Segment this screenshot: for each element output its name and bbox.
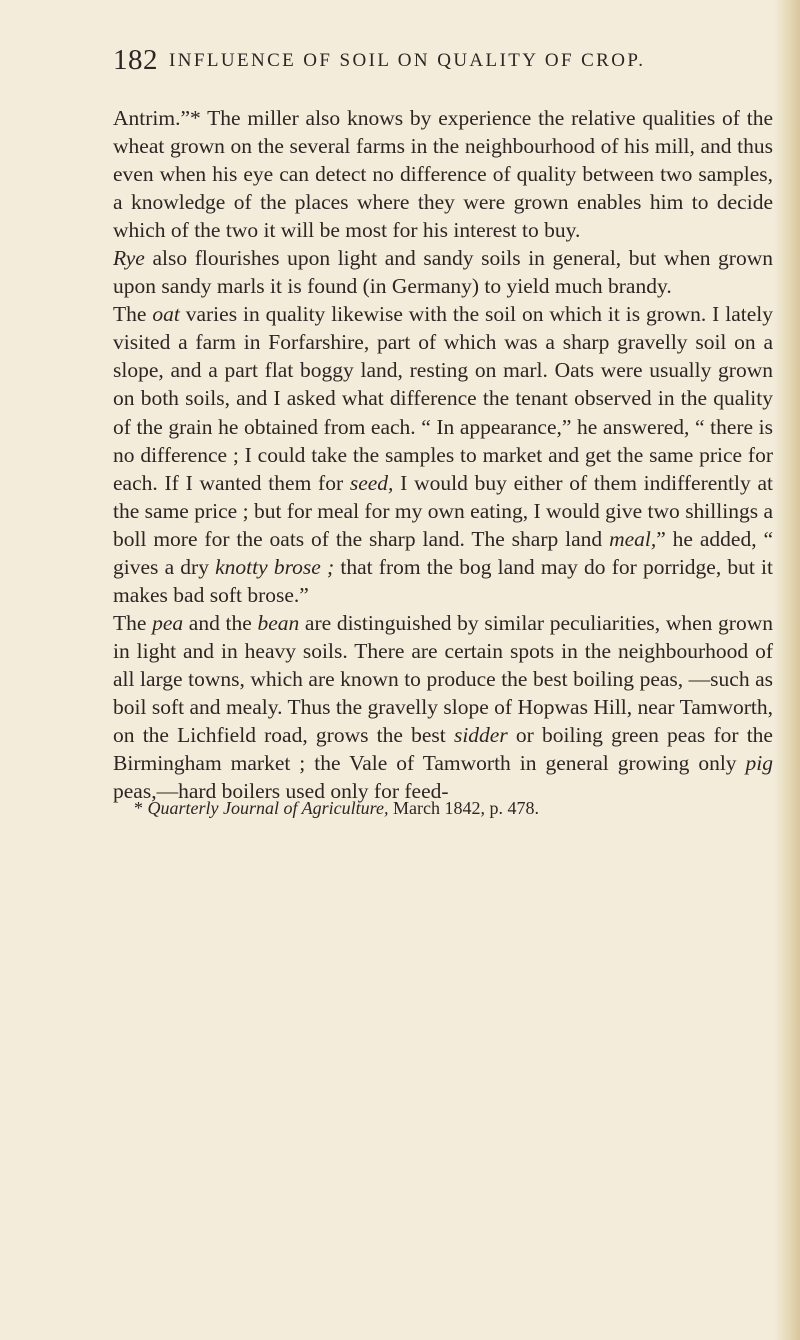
page-header: [113, 44, 713, 78]
italic-term: oat: [152, 302, 180, 327]
paragraph-4: [113, 609, 773, 805]
page-number: 182: [113, 44, 158, 76]
footnote-detail: March 1842, p. 478.: [388, 798, 539, 818]
footnote-marker: *: [134, 798, 148, 818]
text-run: also flourishes upon light and sandy soils in general, but when grown upon sandy marls it is found (in Germany) to yield much brandy.: [113, 246, 773, 299]
italic-term: bean: [257, 610, 300, 635]
italic-term: meal,: [609, 526, 657, 551]
text-run: The: [113, 302, 153, 327]
italic-term: sidder: [453, 723, 508, 748]
footnote: [134, 796, 774, 820]
paragraph-1: [113, 104, 773, 244]
text-run: ” he added, “ gives a dry: [113, 526, 773, 579]
body-text: [113, 104, 773, 805]
text-run: I would buy either of them indifferently at the same price ; but for meal for my own eating, I would give two shillings a boll more for the oats of the sharp land. The sharp land: [113, 470, 773, 551]
italic-term: knotty brose ;: [215, 554, 335, 579]
text-run: varies in quality likewise with the soil on which it is grown. I lately visited a farm in Forfarshire, part of which was a sharp gravelly soil on a slope, and a part flat boggy land, resting on marl. Oats were usually grown on both soils, and I asked what difference the tenant observed in the quality of the grain he obtained from each. “ In appearance,” he answered, “ there is no difference ; I could take the samples to market and get the same price for each. If I wanted them for: [113, 302, 774, 495]
italic-term: pig: [745, 751, 773, 776]
italic-term: Rye: [113, 246, 145, 271]
text-run: that from the bog land may do for porridge, but it makes bad soft brose.”: [113, 554, 773, 607]
text-run: Antrim.”* The miller also knows by experience the relative qualities of the wheat grown on the several farms in the neighbourhood of his mill, and thus even when his eye can detect no difference of quality between two samples, a knowledge of the places where they were grown enables him to decide which of the two it will be most for his interest to buy.: [113, 106, 773, 243]
paragraph-2: [113, 244, 773, 300]
text-run: peas,—hard boilers used only for feed-: [113, 779, 449, 804]
footnote-source: Quarterly Journal of Agriculture,: [147, 798, 389, 818]
page-edge-shadow: [774, 0, 800, 1340]
paragraph-3: [113, 300, 773, 609]
italic-term: pea: [152, 610, 184, 635]
italic-term: seed,: [349, 470, 394, 495]
text-run: or boiling green peas for the Birmingham market ; the Vale of Tamworth in general growing only: [113, 723, 773, 776]
text-run: The: [113, 610, 153, 635]
text-run: are distinguished by similar peculiarities, when grown in light and in heavy soils. There are certain spots in the neighbourhood of all large towns, which are known to produce the best boiling peas, —such as boil soft and mealy. Thus the gravelly slope of Hopwas Hill, near Tamworth, on the Lichfield road, grows the best: [113, 610, 773, 748]
running-title: INFLUENCE OF SOIL ON QUALITY OF CROP.: [169, 50, 646, 71]
text-run: and the: [183, 610, 258, 635]
